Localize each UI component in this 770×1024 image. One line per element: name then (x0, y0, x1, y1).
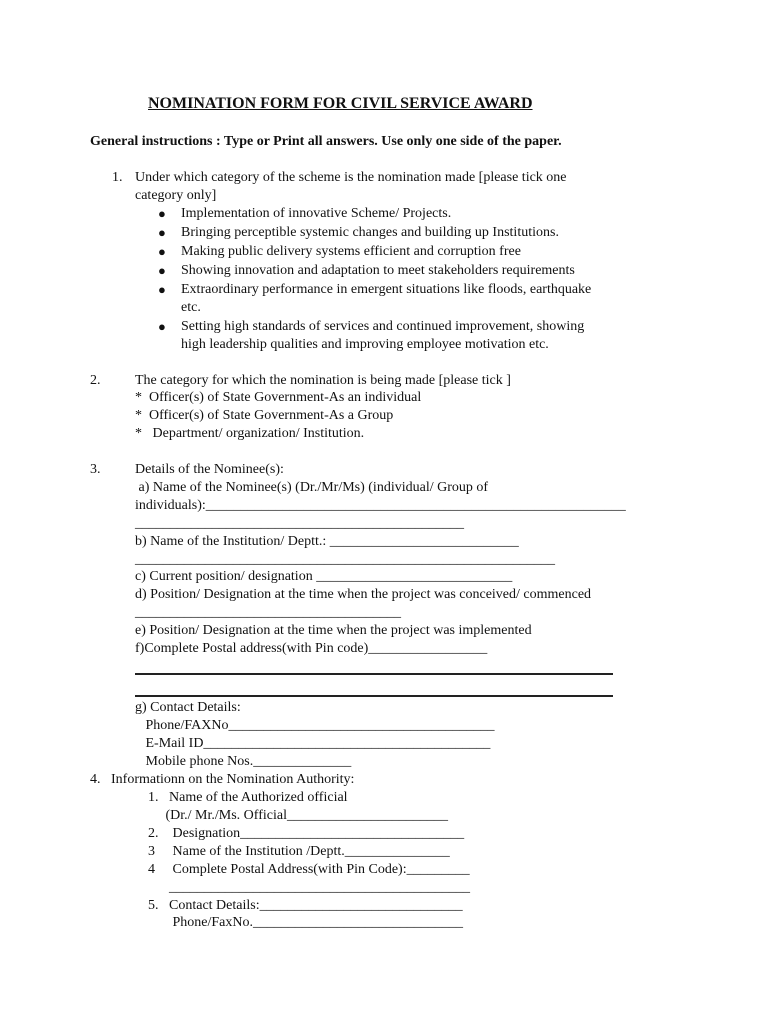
q1-bullet-4: Showing innovation and adaptation to meet stakeholders requirements (181, 263, 575, 278)
implemented-position-label: e) Position/ Designation at the time when the project was implemented (135, 623, 532, 638)
form-title: NOMINATION FORM FOR CIVIL SERVICE AWARD (148, 95, 533, 112)
authority-phone-field[interactable]: Phone/FaxNo.______________________________ (148, 915, 463, 930)
bullet-icon: ● (158, 263, 166, 278)
bullet-icon: ● (158, 319, 166, 334)
q2-option-3: * Department/ organization/ Institution. (135, 426, 365, 441)
general-instructions: General instructions : Type or Print all answers. Use only one side of the paper. (90, 134, 562, 149)
q1-text-line1: Under which category of the scheme is the nomination made [please tick one (135, 170, 567, 185)
conceived-position-label: d) Position/ Designation at the time when the project was conceived/ commenced (135, 587, 592, 602)
q1-text-line2: category only] (135, 188, 217, 203)
bullet-icon: ● (158, 244, 166, 259)
mobile-field[interactable]: Mobile phone Nos.______________ (135, 754, 352, 769)
q1-number: 1. (112, 170, 123, 185)
q2-option-2: * Officer(s) of State Government-As a Group (135, 408, 394, 423)
nominee-name-field[interactable]: individuals):____________________________________________________________ (135, 498, 626, 513)
q4-heading: 4. Informationn on the Nomination Authority: (90, 772, 355, 787)
q1-bullet-5: Extraordinary performance in emergent situations like floods, earthquake (181, 282, 592, 297)
conceived-position-field[interactable]: ______________________________________ (135, 605, 401, 620)
q1-bullet-3: Making public delivery systems efficient and corruption free (181, 244, 521, 259)
q3-heading: Details of the Nominee(s): (135, 462, 284, 477)
q2-option-1: * Officer(s) of State Government-As an individual (135, 390, 422, 405)
bullet-icon: ● (158, 282, 166, 297)
current-position-field[interactable]: c) Current position/ designation ____________________________ (135, 569, 513, 584)
authority-address-field-cont[interactable]: ___________________________________________ (148, 880, 470, 895)
authorized-official-label: 1. Name of the Authorized official (148, 790, 348, 805)
contact-details-label: g) Contact Details: (135, 700, 241, 715)
email-field[interactable]: E-Mail ID_________________________________________ (135, 736, 491, 751)
q1-bullet-1: Implementation of innovative Scheme/ Projects. (181, 206, 452, 221)
q3-number: 3. (90, 462, 101, 477)
q2-text: The category for which the nomination is being made [please tick ] (135, 373, 511, 388)
nominee-name-field-cont[interactable]: _______________________________________________ (135, 516, 464, 531)
address-line-1[interactable] (135, 673, 613, 675)
address-line-2[interactable] (135, 695, 613, 697)
q1-bullet-6: Setting high standards of services and continued improvement, showing (181, 319, 585, 334)
q3-line-a: a) Name of the Nominee(s) (Dr./Mr/Ms) (individual/ Group of (135, 480, 489, 495)
phone-fax-field[interactable]: Phone/FAXNo______________________________________ (135, 718, 495, 733)
q2-number: 2. (90, 373, 101, 388)
authorized-official-field[interactable]: (Dr./ Mr./Ms. Official_______________________ (148, 808, 448, 823)
authority-contact-field[interactable]: 5. Contact Details:_____________________________ (148, 898, 463, 913)
institution-field-cont[interactable]: ____________________________________________________________ (135, 552, 555, 567)
institution-field[interactable]: b) Name of the Institution/ Deptt.: ___________________________ (135, 534, 519, 549)
authority-address-field[interactable]: 4 Complete Postal Address(with Pin Code):_________ (148, 862, 470, 877)
q1-bullet-6-cont: high leadership qualities and improving employee motivation etc. (181, 337, 549, 352)
bullet-icon: ● (158, 225, 166, 240)
q1-bullet-2: Bringing perceptible systemic changes and building up Institutions. (181, 225, 559, 240)
designation-field[interactable]: 2. Designation________________________________ (148, 826, 465, 841)
bullet-icon: ● (158, 206, 166, 221)
authority-institution-field[interactable]: 3 Name of the Institution /Deptt._______________ (148, 844, 450, 859)
q1-bullet-5-cont: etc. (181, 300, 201, 315)
postal-address-field[interactable]: f)Complete Postal address(with Pin code)_________________ (135, 641, 488, 656)
